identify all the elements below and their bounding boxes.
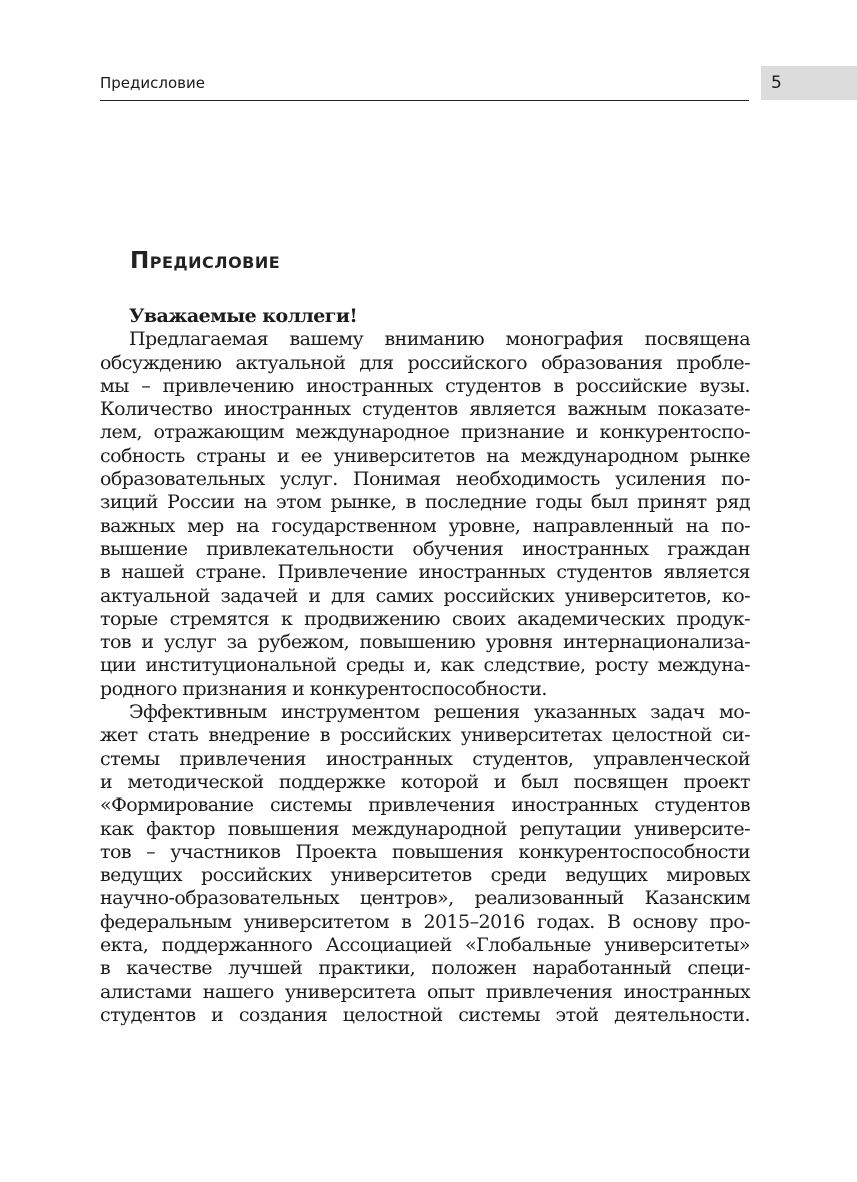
paragraph-2-line: алистами нашего университета опыт привлечения иностранных — [100, 980, 750, 1003]
paragraph-2-line: как фактор повышения международной репутации университе- — [100, 817, 750, 840]
paragraph-1-line: родного признания и конкурентоспособности. — [100, 677, 547, 700]
paragraph-1-line: тов и услуг за рубежом, повышению уровня интернационализа- — [100, 631, 750, 654]
paragraph-1-line: мы – привлечению иностранных студентов в российские вузы. — [100, 374, 750, 397]
paragraph-2-line: Эффективным инструментом решения указанных задач мо- — [129, 701, 750, 724]
header-rule — [100, 100, 749, 101]
paragraph-1-line: Предлагаемая вашему вниманию монография посвящена — [129, 328, 750, 351]
paragraph-1-line: в нашей стране. Привлечение иностранных студентов является — [100, 561, 750, 584]
paragraph-1-line: актуальной задачей и для самих российских университетов, ко- — [100, 584, 750, 607]
paragraph-2-line: «Формирование системы привлечения иностранных студентов — [100, 794, 750, 817]
paragraph-2-line: тов – участников Проекта повышения конкурентоспособности — [100, 840, 750, 863]
paragraph-2-line: стемы привлечения иностранных студентов, управленческой — [100, 747, 750, 770]
paragraph-2-line: федеральным университетом в 2015–2016 годах. В основу про- — [100, 910, 750, 933]
paragraph-1-line: образовательных услуг. Понимая необходимость усиления по- — [100, 468, 750, 491]
paragraph-1-line: вышение привлекательности обучения иностранных граждан — [100, 537, 750, 560]
paragraph-2-line: в качестве лучшей практики, положен наработанный специ- — [100, 957, 750, 980]
chapter-title: Предисловие — [130, 248, 281, 274]
paragraph-1-line: Количество иностранных студентов является важным показате- — [100, 398, 750, 421]
paragraph-2-line: и методической поддержке которой и был посвящен проект — [100, 770, 750, 793]
running-head-title: Предисловие — [100, 74, 205, 92]
paragraph-2-line: студентов и создания целостной системы этой деятельности. — [100, 1003, 750, 1026]
body-text — [100, 305, 750, 1027]
paragraph-1-line: обсуждению актуальной для российского образования пробле- — [100, 351, 750, 374]
paragraph-1-line: важных мер на государственном уровне, направленный на по- — [100, 514, 750, 537]
paragraph-1-line: торые стремятся к продвижению своих академических продук- — [100, 607, 750, 630]
page-number: 5 — [771, 73, 782, 93]
paragraph-2-line: ведущих российских университетов среди ведущих мировых — [100, 864, 750, 887]
paragraph-1-line: зиций России на этом рынке, в последние годы был принят ряд — [100, 491, 750, 514]
paragraph-2-line: екта, поддержанного Ассоциацией «Глобальные университеты» — [100, 934, 750, 957]
paragraph-1-line: собность страны и ее университетов на международном рынке — [100, 444, 750, 467]
greeting: Уважаемые коллеги! — [129, 305, 358, 327]
paragraph-1-line: ции институциональной среды и, как следствие, росту междуна- — [100, 654, 750, 677]
paragraph-2-line: научно-образовательных центров», реализованный Казанским — [100, 887, 750, 910]
paragraph-1-line: лем, отражающим международное признание и конкурентоспо- — [100, 421, 750, 444]
paragraph-2-line: жет стать внедрение в российских университетах целостной си- — [100, 724, 750, 747]
